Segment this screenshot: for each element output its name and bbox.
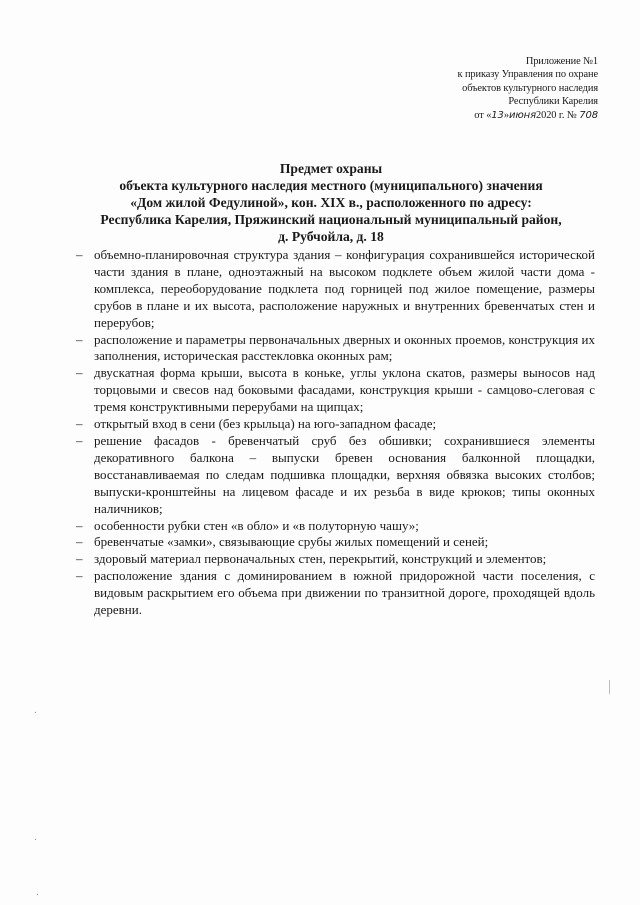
list-item [76,416,595,433]
list-dash: – [76,534,83,550]
list-dash: – [76,551,83,567]
scan-mark-left-2: . [34,833,37,843]
list-item-text: особенности рубки стен «в обло» и «в полуторную чашу»; [94,517,419,533]
list-item-text: двускатная форма крыши, высота в коньке, углы уклона скатов, размеры выносов над торцовыми и свесов над боковыми фасадами, конструкция крыши - самцово-слеговая с тремя конструктивными перерубами на щипцах; [94,365,595,415]
appendix-date-line [338,109,598,122]
protection-items-list [76,247,595,619]
list-item-text: здоровый материал первоначальных стен, перекрытий, конструкций и элементов; [94,551,547,567]
title-line-2: объекта культурного наследия местного (муниципального) значения [119,178,543,193]
list-item [76,331,595,366]
appendix-region: Республики Карелия [508,96,598,108]
list-item [76,432,595,518]
title-line-4: Республика Карелия, Пряжинский национальный муниципальный район, [100,212,562,227]
scan-mark-left-1: . [34,706,37,716]
date-year: 2020 г. № [536,109,580,121]
list-item [76,517,595,535]
document-title [60,160,602,245]
handwritten-day: 13 [491,109,504,121]
list-dash: – [76,432,83,448]
scan-edge-line [609,680,610,694]
list-item-text: бревенчатые «замки», связывающие срубы жилых помещений и сеней; [94,534,489,550]
list-dash: – [76,365,83,381]
list-item [76,551,595,568]
appendix-org: объектов культурного наследия [462,82,598,94]
list-item-text: решение фасадов - бревенчатый сруб без обшивки; сохранившиеся элементы декоративного балкона – выпуски бревен основания балконной площадки, восстанавливаемая по следам подшивка площадки, верхняя обвязка высоких столбов; выпуски-кронштейны на лицевом фасаде и их резьба в виде крюков; типы оконных наличников; [94,432,595,516]
handwritten-order-number: 708 [579,109,598,121]
list-item-text: объемно-планировочная структура здания – конфигурация сохранившейся исторической части здания в плане, одноэтажный на высоком подклете объем жилой части дома - комплекса, переоборудование подклета под горницей под жилое помещение, размеры срубов в плане и их высота, расположение наружных и внутренних бревенчатых стен и перерубов; [94,247,595,330]
title-line-3: «Дом жилой Федулиной», кон. XIX в., расположенного по адресу: [130,195,532,210]
list-dash: – [76,331,83,347]
list-item [76,534,595,551]
title-line-1: Предмет охраны [279,161,383,176]
handwritten-month: июня [508,109,537,121]
list-item-text: расположение и параметры первоначальных дверных и оконных проемов, конструкция их заполнения, историческая расстекловка оконных рам; [94,331,595,364]
title-line-5: д. Рубчойла, д. 18 [278,229,384,244]
list-item [76,365,595,416]
appendix-header [338,55,598,122]
list-item [76,568,595,619]
list-dash: – [76,416,83,432]
scan-mark-left-3: . [36,888,39,898]
list-dash: – [76,568,83,584]
list-item [76,247,595,332]
list-item-text: открытый вход в сени (без крыльца) на юго-западном фасаде; [94,416,437,432]
date-mid: » [503,109,509,121]
appendix-order-ref: к приказу Управления по охране [457,69,598,81]
list-item-text: расположение здания с доминированием в южной придорожной части поселения, с видовым раскрытием его объема при движении по транзитной дороге, проходящей вдоль деревни. [94,568,595,618]
appendix-number: Приложение №1 [525,56,598,67]
list-dash: – [76,247,83,262]
list-dash: – [76,517,83,533]
date-prefix: от « [474,109,492,121]
